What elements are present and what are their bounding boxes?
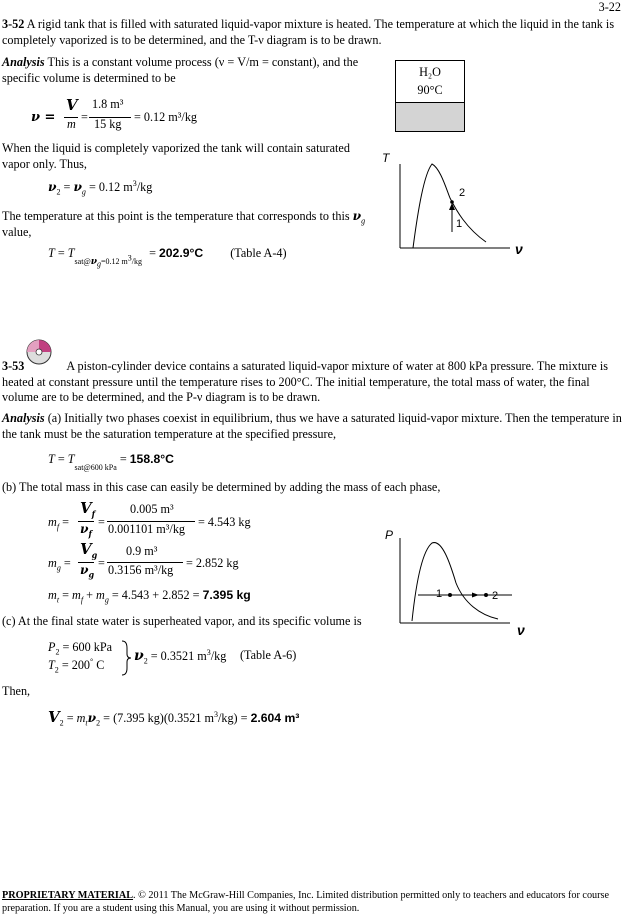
eq-a-answer: 158.8°C: [129, 452, 174, 466]
final-answer: 2.604 m³: [250, 711, 300, 725]
paragraph-2: When the liquid is completely vaporized the tank will contain saturated vapor only. Thus,: [2, 141, 350, 171]
problem-3-52-statement: [2, 17, 620, 48]
analysis-a-text: (a) Initially two phases coexist in equilibrium, thus we have a saturated liquid-vapor mixture. Then the temperature in the tank must be the saturation temperature at the specified pressure,: [2, 411, 622, 441]
paragraph-b: (b) The total mass in this case can easily be determined by adding the mass of each phase,: [2, 480, 441, 494]
diagram-x-label: ν: [515, 241, 523, 257]
equation-initial-temperature: $T = T_{sat@600 kPa} = 158.8^\circ C$: [48, 452, 174, 473]
eq3-table-ref: (Table A-4): [230, 246, 287, 260]
eq3-equals: =: [149, 246, 156, 260]
diagram-point-2: 2: [492, 590, 499, 602]
problem-text: A piston-cylinder device contains a saturated liquid-vapor mixture of water at 800 kPa pressure. The mixture is heated at constant pressure until the temperature rises to 200°C. The initial temperature, the total mass of water, the final volume are to be determined, and the P-ν diagram is to be drawn.: [2, 359, 608, 405]
mf-result: = 4.543 kg: [198, 515, 251, 529]
mf-den-val: 0.001101 m³/kg: [108, 522, 186, 536]
tank-liquid: [396, 102, 464, 131]
mf-num-val: 0.005 m³: [130, 502, 174, 516]
mg-result: = 2.852 kg: [186, 556, 239, 570]
eq1-lhs: ν =: [31, 110, 56, 125]
eq-a-equals: =: [119, 452, 127, 466]
eq1-den-sym: m: [67, 117, 76, 131]
problem-number: 3-53: [2, 359, 25, 373]
diagram-point-1: 1: [456, 218, 463, 230]
problem-text: A rigid tank that is filled with saturated liquid-vapor mixture is heated. The temperature at which the liquid in the tank is completely vaporized is to be determined, and the T-ν diagram is to be drawn.: [2, 17, 615, 47]
t-v-diagram: [380, 150, 540, 265]
analysis-a-paragraph: [2, 411, 622, 442]
analysis-label: Analysis: [2, 55, 45, 69]
diagram-point-2: 2: [459, 187, 466, 199]
table-a6-ref: (Table A-6): [240, 648, 297, 662]
diagram-y-label: P: [385, 528, 394, 542]
paragraph-3: The temperature at this point is the temperature that corresponds to this $\nu_g$ value,: [2, 209, 366, 239]
tank-label: H₂O: [419, 65, 441, 79]
paragraph-c: (c) At the final state water is superheated vapor, and its specific volume is: [2, 614, 362, 628]
diagram-x-label: ν: [517, 622, 525, 638]
footer-label: PROPRIETARY MATERIAL: [2, 890, 134, 901]
eq1-eq: =: [81, 110, 88, 124]
analysis-paragraph: [2, 55, 364, 86]
diagram-y-label: T: [382, 151, 390, 165]
equation-final-volume: $V_2 = m_t\nu_2 = (7.395$ kg)(0.3521 $m^3/kg) = 2.604$ m³: [48, 708, 300, 728]
eq3-answer: 202.9°C: [158, 246, 204, 260]
equation-saturation-temperature: $T = T_{sat@\nu_g=0.12 m^3/kg} = 202.9^\circ C$ (Table A-4): [48, 246, 287, 270]
equation-total-mass: $m_t = m_f + m_g = 4.543 + 2.852 = 7.395$ kg: [48, 588, 251, 605]
eq1-num-val: 1.8 m³: [92, 97, 124, 111]
problem-number: 3-52: [2, 17, 25, 31]
then-label: Then,: [2, 684, 31, 698]
equation-v2-vg: $\nu_2 = \nu_g = 0.12$ $m^3/kg$: [48, 178, 153, 197]
eq1-num-sym: V: [66, 96, 78, 114]
p-v-diagram: [380, 523, 540, 641]
analysis-text: This is a constant volume process (ν = V/m = constant), and the specific volume is determined to be: [2, 55, 359, 85]
eq1-den-val: 15 kg: [94, 117, 122, 131]
footer-text: . © 2011 The McGraw-Hill Companies, Inc. Limited distribution permitted only to teachers and educators for course preparation. If you are a student using this Manual, you are using it without permission.: [2, 890, 610, 914]
eq-a-subscript: sat@600 kPa: [74, 463, 117, 473]
mt-answer: 7.395 kg: [202, 588, 251, 602]
mg-num-val: 0.9 m³: [126, 544, 158, 558]
diagram-point-1: 1: [436, 588, 443, 600]
problem-3-53-statement: [2, 359, 622, 406]
eq1-result: = 0.12 m³/kg: [134, 110, 198, 124]
mg-den-val: 0.3156 m³/kg: [108, 563, 174, 577]
footer: [2, 890, 617, 916]
page-number: 3-22: [598, 0, 621, 14]
analysis-label: Analysis: [2, 411, 45, 425]
tank-figure: [395, 60, 465, 132]
tank-temp: 90°C: [417, 83, 443, 97]
